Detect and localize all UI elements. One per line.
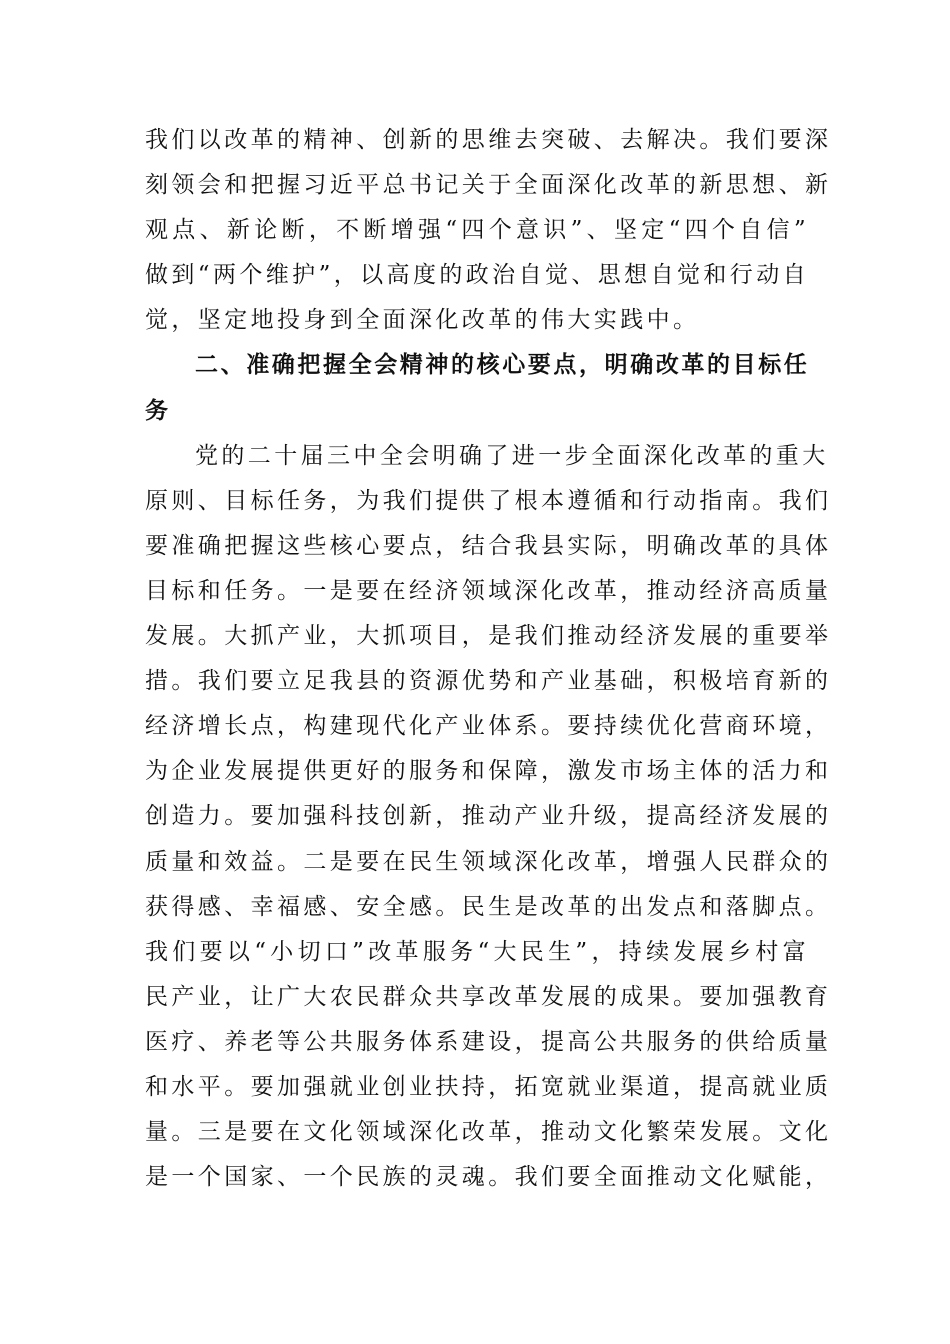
paragraph-line: 做到“两个维护”，以高度的政治自觉、思想自觉和行动自 (145, 262, 809, 289)
paragraph-line: 原则、目标任务，为我们提供了根本遵循和行动指南。我们 (145, 487, 832, 514)
paragraph-line: 获得感、幸福感、安全感。民生是改革的出发点和落脚点。 (145, 893, 832, 920)
paragraph-line: 发展。大抓产业，大抓项目，是我们推动经济发展的重要举 (145, 623, 832, 650)
section-heading-line: 二、准确把握全会精神的核心要点，明确改革的目标任 (195, 352, 809, 379)
paragraph-line: 我们以改革的精神、创新的思维去突破、去解决。我们要深 (145, 127, 832, 153)
paragraph-line: 要准确把握这些核心要点，结合我县实际，明确改革的具体 (145, 532, 832, 559)
paragraph-line: 党的二十届三中全会明确了进一步全面深化改革的重大 (195, 442, 829, 469)
paragraph-line: 医疗、养老等公共服务体系建设，提高公共服务的供给质量 (145, 1028, 832, 1055)
document-body (145, 118, 832, 1200)
paragraph-line: 创造力。要加强科技创新，推动产业升级，提高经济发展的 (145, 803, 832, 830)
paragraph-line: 民产业，让广大农民群众共享改革发展的成果。要加强教育 (145, 983, 832, 1010)
paragraph-line: 量。三是要在文化领域深化改革，推动文化繁荣发展。文化 (145, 1119, 832, 1146)
paragraph-line: 刻领会和把握习近平总书记关于全面深化改革的新思想、新 (145, 172, 832, 199)
paragraph-line: 为企业发展提供更好的服务和保障，激发市场主体的活力和 (145, 758, 832, 785)
section-heading (145, 343, 809, 433)
paragraph-line: 经济增长点，构建现代化产业体系。要持续优化营商环境， (145, 713, 832, 740)
paragraph-line: 我们要以“小切口”改革服务“大民生”，持续发展乡村富 (145, 938, 809, 965)
paragraph-continuation (145, 118, 832, 343)
paragraph-line: 觉，坚定地投身到全面深化改革的伟大实践中。 (145, 307, 700, 334)
section-heading-line: 务 (145, 397, 171, 424)
paragraph-line: 目标和任务。一是要在经济领域深化改革，推动经济高质量 (145, 577, 832, 604)
paragraph-line: 是一个国家、一个民族的灵魂。我们要全面推动文化赋能， (145, 1164, 832, 1191)
paragraph-line: 质量和效益。二是要在民生领域深化改革，增强人民群众的 (145, 848, 832, 875)
paragraph-line: 措。我们要立足我县的资源优势和产业基础，积极培育新的 (145, 668, 832, 695)
paragraph-line: 和水平。要加强就业创业扶持，拓宽就业渠道，提高就业质 (145, 1073, 832, 1100)
paragraph-line: 观点、新论断，不断增强“四个意识”、坚定“四个自信” (145, 217, 809, 244)
section-paragraph (145, 434, 832, 1201)
